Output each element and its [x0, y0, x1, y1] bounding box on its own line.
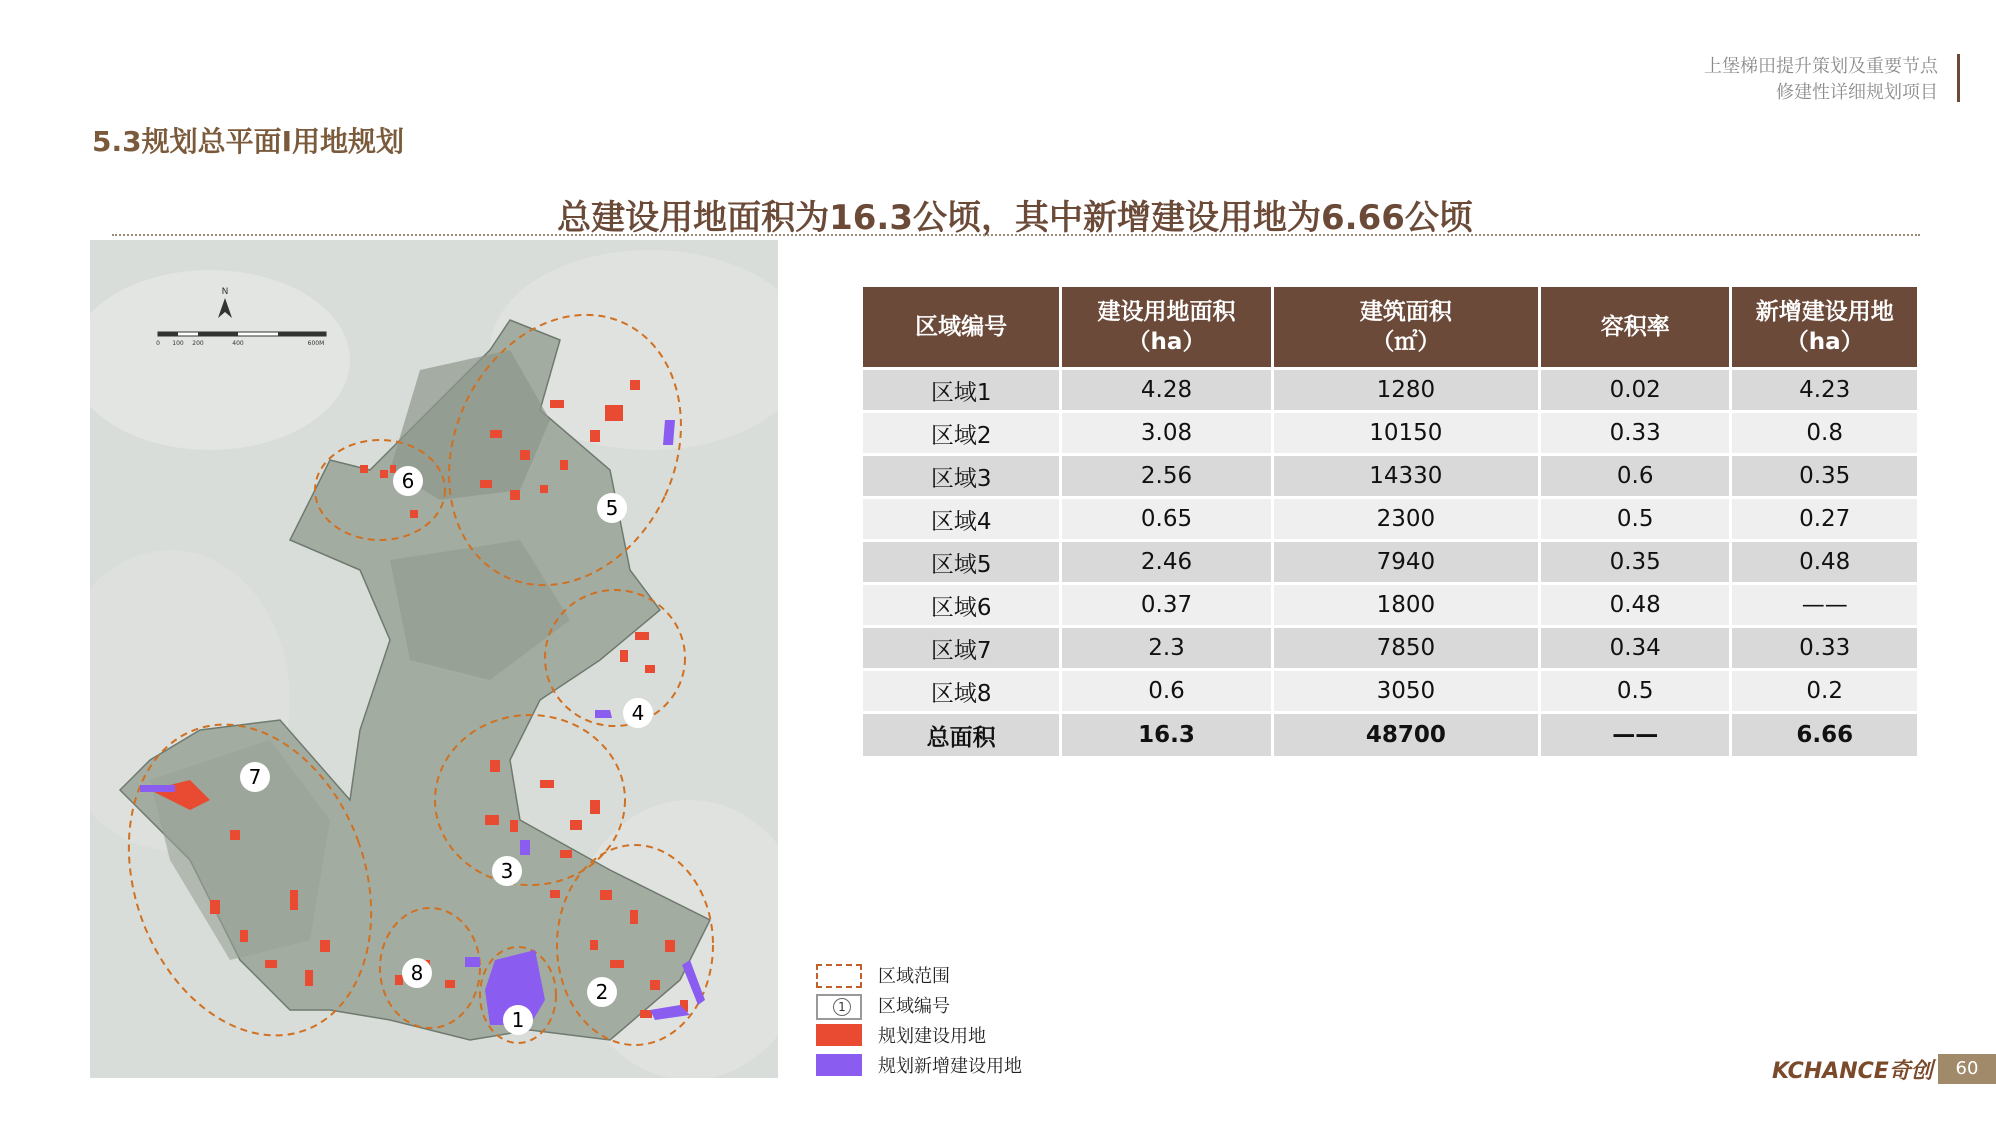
col-header-floor-area: 建筑面积 （㎡）: [1272, 286, 1539, 369]
svg-text:0: 0: [156, 340, 160, 347]
zone-marker-7: [240, 762, 270, 792]
svg-text:400: 400: [232, 340, 244, 347]
svg-text:5: 5: [605, 496, 619, 520]
section-title: 5.3规划总平面I用地规划: [92, 125, 405, 158]
zone-marker-2: [587, 977, 617, 1007]
table-row: 区域3 2.56 14330 0.6 0.35: [862, 455, 1919, 498]
header-accent-bar: [1957, 54, 1960, 102]
table-row: 区域1 4.28 1280 0.02 4.23: [862, 369, 1919, 412]
col-header-far: 容积率: [1539, 286, 1730, 369]
svg-text:8: 8: [410, 961, 424, 985]
svg-text:600M: 600M: [307, 340, 325, 347]
svg-text:N: N: [221, 287, 229, 297]
svg-text:7: 7: [248, 765, 262, 789]
brand-logo: KCHANCE奇创: [1772, 1059, 1933, 1084]
land-use-map: [90, 240, 778, 1078]
project-title-line2: 修建性详细规划项目: [1776, 82, 1938, 103]
table-total-row: 总面积 16.3 48700 —— 6.66: [862, 713, 1919, 758]
table-row: 区域4 0.65 2300 0.5 0.27: [862, 498, 1919, 541]
col-header-zone: 区域编号: [862, 286, 1061, 369]
dashed-boundary-icon: [816, 964, 862, 988]
zone-marker-4: [623, 698, 653, 728]
svg-text:4: 4: [631, 701, 645, 725]
table-row: 区域7 2.3 7850 0.34 0.33: [862, 627, 1919, 670]
headline-divider: [112, 234, 1920, 236]
project-title: [1704, 54, 1938, 106]
col-header-new-land: 新增建设用地 （ha）: [1731, 286, 1919, 369]
numbered-circle-icon: 1: [816, 994, 862, 1020]
svg-text:200: 200: [192, 340, 204, 347]
table-row: 区域6 0.37 1800 0.48 ——: [862, 584, 1919, 627]
land-use-table: [860, 284, 1920, 759]
table-row: 区域5 2.46 7940 0.35 0.48: [862, 541, 1919, 584]
svg-text:2: 2: [595, 980, 609, 1004]
col-header-area: 建设用地面积 （ha）: [1061, 286, 1272, 369]
zone-marker-1: [503, 1005, 533, 1035]
zone-marker-8: [402, 958, 432, 988]
purple-swatch-icon: [816, 1054, 862, 1076]
project-title-line1: 上堡梯田提升策划及重要节点: [1704, 56, 1938, 77]
zone-marker-6: [393, 466, 423, 496]
page-number: 60: [1938, 1054, 1996, 1084]
zone-marker-3: [492, 856, 522, 886]
headline: 总建设用地面积为16.3公顷，其中新增建设用地为6.66公顷: [557, 198, 1473, 238]
svg-text:1: 1: [511, 1008, 525, 1032]
table-header-row: [862, 286, 1919, 369]
svg-text:3: 3: [500, 859, 514, 883]
zone-marker-5: [597, 493, 627, 523]
svg-text:100: 100: [172, 340, 184, 347]
red-swatch-icon: [816, 1024, 862, 1046]
table-row: 区域8 0.6 3050 0.5 0.2: [862, 670, 1919, 713]
svg-text:6: 6: [401, 469, 415, 493]
table-row: 区域2 3.08 10150 0.33 0.8: [862, 412, 1919, 455]
